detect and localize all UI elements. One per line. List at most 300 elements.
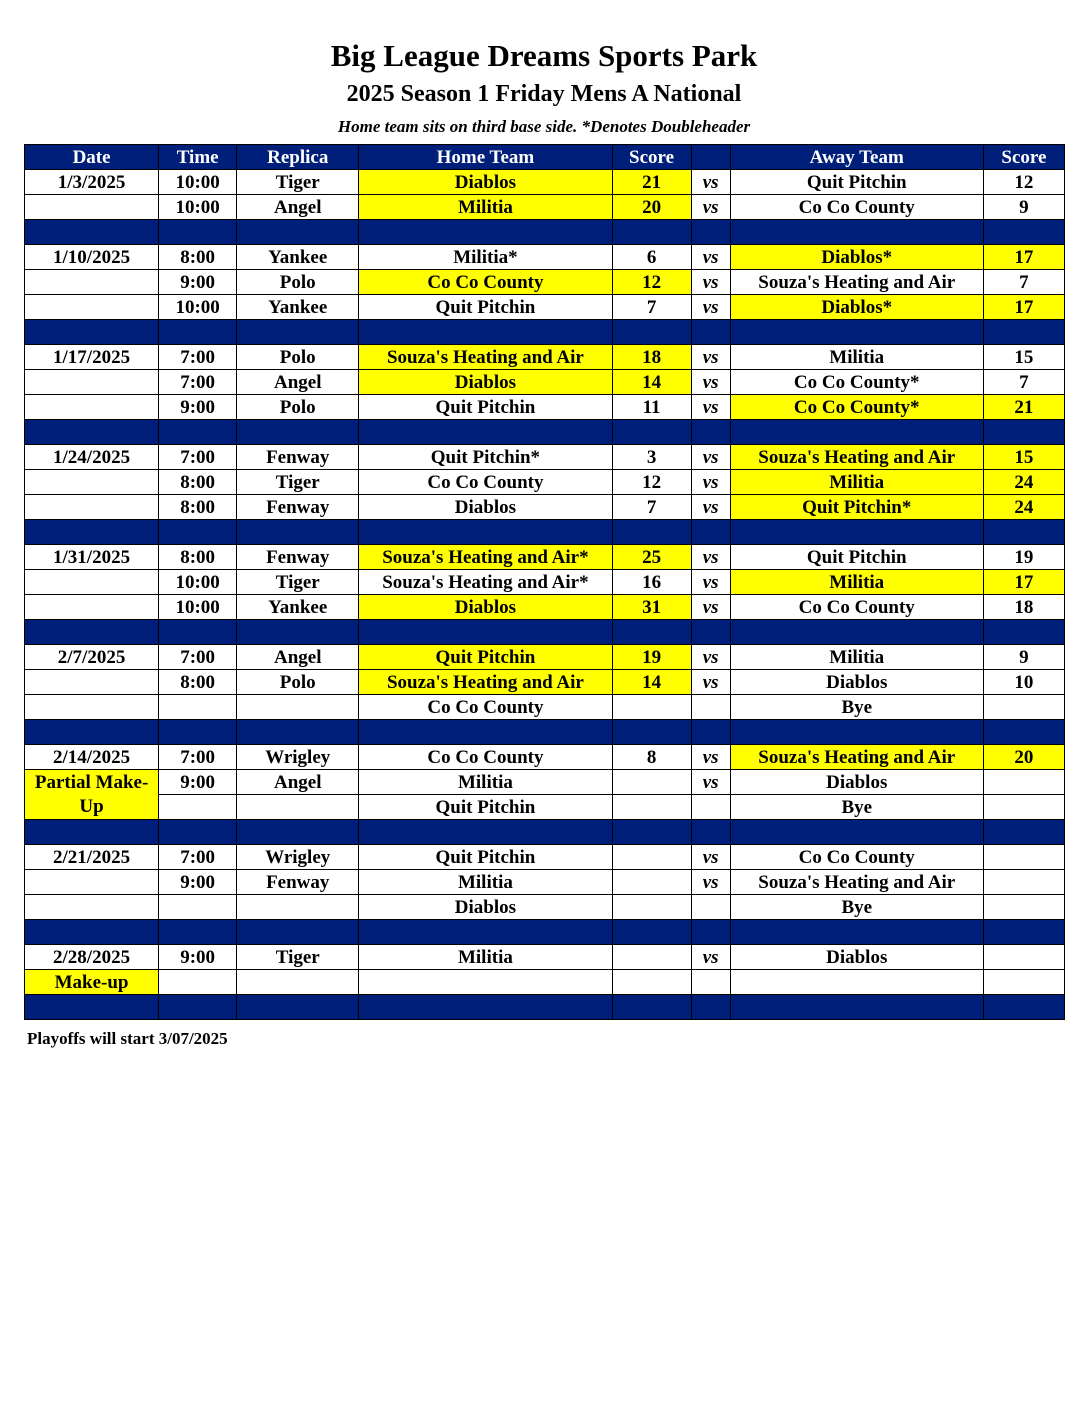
away-team-cell: Quit Pitchin: [730, 170, 983, 195]
separator-cell: [25, 220, 159, 245]
home-score-cell: 11: [612, 395, 691, 420]
replica-cell: Fenway: [237, 495, 359, 520]
separator-cell: [25, 520, 159, 545]
away-score-cell: 21: [983, 395, 1064, 420]
home-score-cell: 3: [612, 445, 691, 470]
away-team-cell: Quit Pitchin*: [730, 495, 983, 520]
separator-cell: [983, 620, 1064, 645]
vs-cell: vs: [691, 495, 730, 520]
vs-cell: vs: [691, 295, 730, 320]
away-team-cell: Militia: [730, 470, 983, 495]
separator-cell: [983, 420, 1064, 445]
vs-cell: vs: [691, 545, 730, 570]
vs-cell: [691, 795, 730, 820]
away-score-cell: 15: [983, 445, 1064, 470]
time-cell: 10:00: [159, 570, 237, 595]
separator-cell: [359, 720, 612, 745]
separator-cell: [612, 920, 691, 945]
home-score-cell: 7: [612, 295, 691, 320]
away-score-cell: [983, 895, 1064, 920]
home-score-cell: [612, 795, 691, 820]
replica-cell: Angel: [237, 195, 359, 220]
vs-cell: vs: [691, 195, 730, 220]
replica-cell: Yankee: [237, 595, 359, 620]
separator-cell: [159, 520, 237, 545]
separator-cell: [691, 520, 730, 545]
replica-cell: Tiger: [237, 570, 359, 595]
date-cell: [25, 695, 159, 720]
game-row: [25, 270, 1065, 295]
separator-cell: [730, 320, 983, 345]
separator-cell: [612, 420, 691, 445]
away-team-cell: Diablos: [730, 945, 983, 970]
time-cell: 9:00: [159, 395, 237, 420]
away-score-cell: 9: [983, 195, 1064, 220]
away-score-cell: [983, 845, 1064, 870]
vs-cell: vs: [691, 945, 730, 970]
replica-cell: Angel: [237, 645, 359, 670]
home-score-cell: 8: [612, 745, 691, 770]
home-score-cell: 21: [612, 170, 691, 195]
separator-cell: [730, 995, 983, 1020]
away-team-cell: Bye: [730, 795, 983, 820]
home-score-cell: 25: [612, 545, 691, 570]
separator-cell: [25, 320, 159, 345]
vs-cell: vs: [691, 395, 730, 420]
replica-cell: Tiger: [237, 170, 359, 195]
home-team-cell: Souza's Heating and Air: [359, 345, 612, 370]
week-separator-row: [25, 520, 1065, 545]
away-score-cell: 17: [983, 245, 1064, 270]
separator-cell: [730, 420, 983, 445]
time-cell: 8:00: [159, 245, 237, 270]
away-team-cell: Bye: [730, 695, 983, 720]
game-row: [25, 345, 1065, 370]
time-cell: 10:00: [159, 295, 237, 320]
time-cell: [159, 970, 237, 995]
home-score-cell: 12: [612, 270, 691, 295]
time-cell: 10:00: [159, 595, 237, 620]
vs-cell: vs: [691, 845, 730, 870]
time-cell: 7:00: [159, 370, 237, 395]
replica-cell: Polo: [237, 270, 359, 295]
home-score-cell: 7: [612, 495, 691, 520]
replica-cell: [237, 695, 359, 720]
away-score-cell: 24: [983, 495, 1064, 520]
date-cell: [25, 195, 159, 220]
time-cell: [159, 695, 237, 720]
page-subtitle: 2025 Season 1 Friday Mens A National: [346, 81, 742, 107]
col-header-away-team: Away Team: [730, 145, 983, 170]
col-header-date: Date: [25, 145, 159, 170]
date-cell: [25, 270, 159, 295]
separator-cell: [237, 320, 359, 345]
date-cell: 2/14/2025: [25, 745, 159, 770]
away-team-cell: Souza's Heating and Air: [730, 870, 983, 895]
week-separator-row: [25, 720, 1065, 745]
away-team-cell: Souza's Heating and Air: [730, 745, 983, 770]
away-score-cell: 20: [983, 745, 1064, 770]
date-cell: 1/17/2025: [25, 345, 159, 370]
separator-cell: [237, 420, 359, 445]
away-score-cell: 12: [983, 170, 1064, 195]
replica-cell: Tiger: [237, 945, 359, 970]
time-cell: 7:00: [159, 445, 237, 470]
date-cell: Partial Make-Up: [25, 770, 159, 820]
away-score-cell: [983, 945, 1064, 970]
game-row: [25, 495, 1065, 520]
separator-cell: [612, 520, 691, 545]
time-cell: 7:00: [159, 345, 237, 370]
separator-cell: [730, 920, 983, 945]
home-score-cell: 14: [612, 670, 691, 695]
replica-cell: [237, 795, 359, 820]
replica-cell: Tiger: [237, 470, 359, 495]
time-cell: 8:00: [159, 670, 237, 695]
separator-cell: [691, 720, 730, 745]
home-score-cell: [612, 845, 691, 870]
home-team-cell: Co Co County: [359, 470, 612, 495]
replica-cell: Polo: [237, 395, 359, 420]
home-team-cell: Souza's Heating and Air: [359, 670, 612, 695]
home-score-cell: [612, 695, 691, 720]
home-score-cell: 16: [612, 570, 691, 595]
replica-cell: Fenway: [237, 870, 359, 895]
away-score-cell: [983, 695, 1064, 720]
replica-cell: Polo: [237, 670, 359, 695]
separator-cell: [691, 420, 730, 445]
separator-cell: [159, 620, 237, 645]
date-cell: [25, 595, 159, 620]
home-team-cell: Co Co County: [359, 695, 612, 720]
date-cell: [25, 470, 159, 495]
vs-cell: vs: [691, 470, 730, 495]
time-cell: [159, 795, 237, 820]
date-cell: 1/24/2025: [25, 445, 159, 470]
away-score-cell: 15: [983, 345, 1064, 370]
separator-cell: [359, 820, 612, 845]
vs-cell: [691, 895, 730, 920]
week-separator-row: [25, 820, 1065, 845]
away-team-cell: Militia: [730, 645, 983, 670]
date-cell: [25, 670, 159, 695]
separator-cell: [612, 995, 691, 1020]
away-score-cell: 17: [983, 295, 1064, 320]
date-cell: [25, 870, 159, 895]
game-row: [25, 545, 1065, 570]
week-separator-row: [25, 920, 1065, 945]
home-team-cell: Diablos: [359, 370, 612, 395]
away-score-cell: 24: [983, 470, 1064, 495]
home-team-cell: Quit Pitchin: [359, 295, 612, 320]
home-score-cell: 20: [612, 195, 691, 220]
separator-cell: [237, 220, 359, 245]
game-row: [25, 470, 1065, 495]
separator-cell: [237, 920, 359, 945]
home-team-cell: Souza's Heating and Air*: [359, 545, 612, 570]
game-row: [25, 945, 1065, 970]
replica-cell: Angel: [237, 370, 359, 395]
away-score-cell: 17: [983, 570, 1064, 595]
separator-cell: [983, 820, 1064, 845]
separator-cell: [612, 220, 691, 245]
home-team-cell: Co Co County: [359, 270, 612, 295]
separator-cell: [159, 220, 237, 245]
game-row: [25, 645, 1065, 670]
date-cell: 1/10/2025: [25, 245, 159, 270]
game-row: [25, 670, 1065, 695]
separator-cell: [730, 620, 983, 645]
separator-cell: [359, 920, 612, 945]
replica-cell: Yankee: [237, 295, 359, 320]
home-score-cell: 6: [612, 245, 691, 270]
game-row: [25, 445, 1065, 470]
away-team-cell: Co Co County: [730, 845, 983, 870]
home-score-cell: [612, 970, 691, 995]
separator-cell: [237, 620, 359, 645]
vs-cell: vs: [691, 745, 730, 770]
game-row: [25, 570, 1065, 595]
replica-cell: [237, 970, 359, 995]
col-header-home-score: Score: [612, 145, 691, 170]
game-row: [25, 695, 1065, 720]
separator-cell: [25, 995, 159, 1020]
home-score-cell: 19: [612, 645, 691, 670]
separator-cell: [983, 995, 1064, 1020]
home-team-cell: Militia: [359, 945, 612, 970]
vs-cell: vs: [691, 370, 730, 395]
date-cell: 2/28/2025: [25, 945, 159, 970]
schedule-note: Home team sits on third base side. *Denotes Doubleheader: [337, 117, 751, 136]
home-team-cell: Souza's Heating and Air*: [359, 570, 612, 595]
separator-cell: [612, 620, 691, 645]
separator-cell: [691, 220, 730, 245]
separator-cell: [237, 995, 359, 1020]
home-team-cell: Diablos: [359, 170, 612, 195]
game-row: [25, 245, 1065, 270]
separator-cell: [612, 320, 691, 345]
away-team-cell: Militia: [730, 570, 983, 595]
time-cell: 7:00: [159, 745, 237, 770]
vs-cell: vs: [691, 345, 730, 370]
separator-cell: [983, 220, 1064, 245]
week-separator-row: [25, 220, 1065, 245]
separator-cell: [730, 820, 983, 845]
col-header-time: Time: [159, 145, 237, 170]
separator-cell: [691, 920, 730, 945]
home-score-cell: [612, 945, 691, 970]
separator-cell: [359, 320, 612, 345]
separator-cell: [159, 820, 237, 845]
time-cell: 7:00: [159, 845, 237, 870]
separator-cell: [159, 995, 237, 1020]
col-header-home-team: Home Team: [359, 145, 612, 170]
replica-cell: Angel: [237, 770, 359, 795]
home-score-cell: [612, 770, 691, 795]
replica-cell: Fenway: [237, 545, 359, 570]
schedule-body: [25, 170, 1065, 1020]
home-score-cell: [612, 870, 691, 895]
time-cell: [159, 895, 237, 920]
separator-cell: [237, 720, 359, 745]
vs-cell: vs: [691, 645, 730, 670]
separator-cell: [359, 220, 612, 245]
date-cell: Make-up: [25, 970, 159, 995]
home-team-cell: Militia: [359, 770, 612, 795]
home-team-cell: Quit Pitchin: [359, 845, 612, 870]
home-score-cell: 14: [612, 370, 691, 395]
page-title: Big League Dreams Sports Park: [330, 38, 758, 73]
date-cell: [25, 395, 159, 420]
separator-cell: [159, 720, 237, 745]
home-team-cell: Quit Pitchin: [359, 645, 612, 670]
separator-cell: [237, 520, 359, 545]
table-header-row: [25, 145, 1065, 170]
away-team-cell: Diablos: [730, 670, 983, 695]
time-cell: 10:00: [159, 195, 237, 220]
separator-cell: [25, 820, 159, 845]
away-team-cell: Souza's Heating and Air: [730, 270, 983, 295]
away-team-cell: [730, 970, 983, 995]
away-score-cell: [983, 795, 1064, 820]
schedule-table: [24, 144, 1065, 1020]
game-row: [25, 745, 1065, 770]
vs-cell: vs: [691, 170, 730, 195]
separator-cell: [612, 720, 691, 745]
time-cell: 10:00: [159, 170, 237, 195]
away-team-cell: Co Co County: [730, 595, 983, 620]
time-cell: 7:00: [159, 645, 237, 670]
away-score-cell: 9: [983, 645, 1064, 670]
date-cell: 2/7/2025: [25, 645, 159, 670]
time-cell: 9:00: [159, 945, 237, 970]
col-header-replica: Replica: [237, 145, 359, 170]
home-team-cell: Quit Pitchin: [359, 795, 612, 820]
date-cell: [25, 495, 159, 520]
date-cell: [25, 895, 159, 920]
time-cell: 9:00: [159, 870, 237, 895]
home-team-cell: Militia: [359, 195, 612, 220]
vs-cell: vs: [691, 445, 730, 470]
away-team-cell: Diablos: [730, 770, 983, 795]
game-row: [25, 970, 1065, 995]
separator-cell: [359, 420, 612, 445]
away-team-cell: Souza's Heating and Air: [730, 445, 983, 470]
separator-cell: [730, 220, 983, 245]
separator-cell: [983, 720, 1064, 745]
time-cell: 8:00: [159, 470, 237, 495]
separator-cell: [691, 620, 730, 645]
date-cell: 2/21/2025: [25, 845, 159, 870]
col-header-vs: [691, 145, 730, 170]
game-row: [25, 170, 1065, 195]
time-cell: 8:00: [159, 495, 237, 520]
home-team-cell: Diablos: [359, 595, 612, 620]
away-score-cell: 19: [983, 545, 1064, 570]
away-team-cell: Bye: [730, 895, 983, 920]
vs-cell: vs: [691, 595, 730, 620]
home-team-cell: Quit Pitchin: [359, 395, 612, 420]
separator-cell: [612, 820, 691, 845]
home-team-cell: Militia: [359, 870, 612, 895]
away-team-cell: Diablos*: [730, 245, 983, 270]
week-separator-row: [25, 420, 1065, 445]
replica-cell: [237, 895, 359, 920]
game-row: [25, 895, 1065, 920]
separator-cell: [691, 995, 730, 1020]
date-cell: [25, 295, 159, 320]
separator-cell: [359, 620, 612, 645]
home-team-cell: Co Co County: [359, 745, 612, 770]
separator-cell: [159, 420, 237, 445]
away-team-cell: Co Co County: [730, 195, 983, 220]
away-score-cell: [983, 970, 1064, 995]
home-team-cell: Diablos: [359, 895, 612, 920]
replica-cell: Polo: [237, 345, 359, 370]
separator-cell: [159, 920, 237, 945]
replica-cell: Fenway: [237, 445, 359, 470]
home-score-cell: 31: [612, 595, 691, 620]
game-row: [25, 595, 1065, 620]
game-row: [25, 795, 1065, 820]
home-score-cell: 12: [612, 470, 691, 495]
separator-cell: [730, 720, 983, 745]
separator-cell: [237, 820, 359, 845]
separator-cell: [25, 920, 159, 945]
separator-cell: [25, 720, 159, 745]
vs-cell: [691, 695, 730, 720]
game-row: [25, 295, 1065, 320]
game-row: [25, 845, 1065, 870]
away-score-cell: 18: [983, 595, 1064, 620]
away-team-cell: Diablos*: [730, 295, 983, 320]
replica-cell: Wrigley: [237, 845, 359, 870]
home-score-cell: [612, 895, 691, 920]
away-team-cell: Quit Pitchin: [730, 545, 983, 570]
date-cell: 1/3/2025: [25, 170, 159, 195]
away-score-cell: 10: [983, 670, 1064, 695]
separator-cell: [983, 920, 1064, 945]
week-separator-row: [25, 995, 1065, 1020]
vs-cell: vs: [691, 270, 730, 295]
home-team-cell: Quit Pitchin*: [359, 445, 612, 470]
separator-cell: [159, 320, 237, 345]
time-cell: 9:00: [159, 770, 237, 795]
home-team-cell: Diablos: [359, 495, 612, 520]
playoffs-note: Playoffs will start 3/07/2025: [27, 1029, 228, 1048]
col-header-away-score: Score: [983, 145, 1064, 170]
away-team-cell: Militia: [730, 345, 983, 370]
separator-cell: [25, 620, 159, 645]
game-row: [25, 870, 1065, 895]
home-team-cell: Militia*: [359, 245, 612, 270]
away-score-cell: 7: [983, 370, 1064, 395]
separator-cell: [983, 520, 1064, 545]
vs-cell: vs: [691, 870, 730, 895]
vs-cell: vs: [691, 570, 730, 595]
away-score-cell: [983, 770, 1064, 795]
separator-cell: [359, 995, 612, 1020]
game-row: [25, 370, 1065, 395]
separator-cell: [691, 820, 730, 845]
away-score-cell: 7: [983, 270, 1064, 295]
date-cell: [25, 570, 159, 595]
away-score-cell: [983, 870, 1064, 895]
replica-cell: Yankee: [237, 245, 359, 270]
date-cell: 1/31/2025: [25, 545, 159, 570]
separator-cell: [359, 520, 612, 545]
home-team-cell: [359, 970, 612, 995]
